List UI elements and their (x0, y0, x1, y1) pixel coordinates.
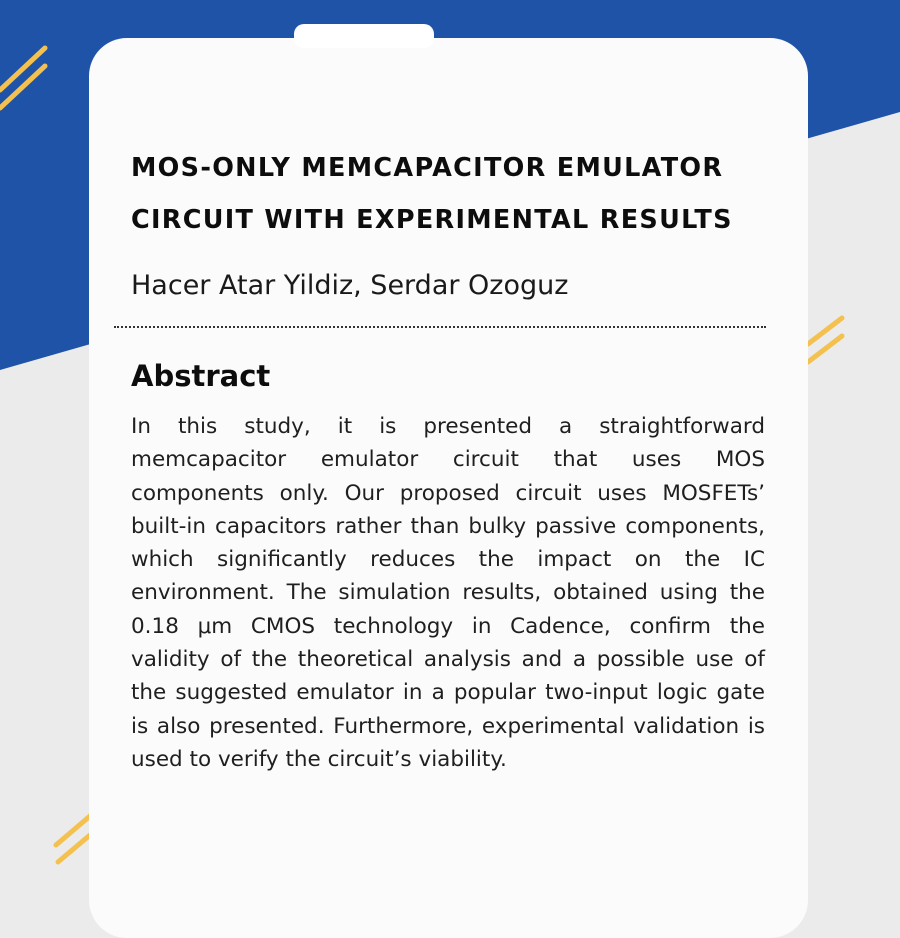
abstract-text: In this study, it is presented a straightforward memcapacitor emulator circuit that uses MOS components only. Our proposed circuit uses MOSFETs’ built-in capacitors rather than bulky passive components, which significantly reduces the impact on the IC environment. The simulation results, obtained using the 0.18 μm CMOS technology in Cadence, confirm the validity of the theoretical analysis and a possible use of the suggested emulator in a popular two-input logic gate is also presented. Furthermore, experimental validation is used to verify the circuit’s viability. (131, 414, 765, 772)
yellow-stripes-right (808, 318, 842, 362)
paper-title: MOS-ONLY MEMCAPACITOR EMULATOR CIRCUIT WITH EXPERIMENTAL RESULTS (131, 153, 733, 235)
paper-authors: Hacer Atar Yildiz, Serdar Ozoguz (131, 270, 569, 301)
yellow-stripes-bottom-left (56, 816, 90, 862)
dotted-divider (114, 326, 766, 328)
card-tab (294, 24, 434, 48)
paper-card (89, 38, 808, 938)
abstract-heading: Abstract (131, 359, 271, 393)
